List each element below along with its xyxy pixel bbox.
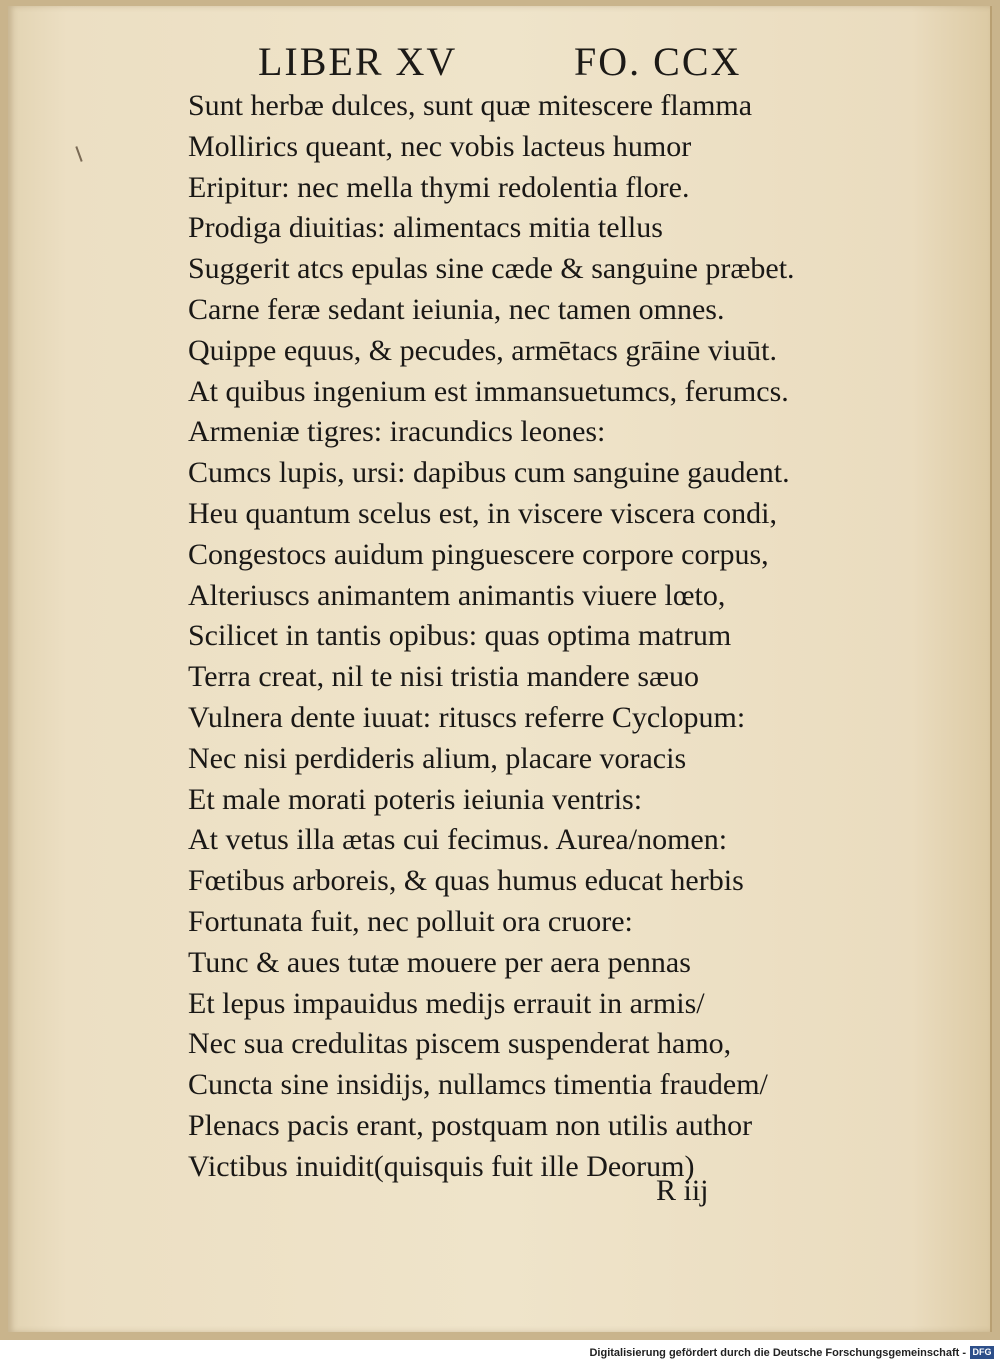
signature-mark: R iij (656, 1174, 709, 1207)
verse-line: Alteriuscs animantem animantis viuere lœto, (188, 578, 726, 612)
verse-line: Armeniæ tigres: iracundics leones: (188, 415, 606, 449)
folio-number: FO. CCX (574, 39, 742, 84)
verse-line: At quibus ingenium est immansuetumcs, ferumcs. (188, 374, 789, 408)
verse-line: Tunc & aues tutæ mouere per aera pennas (188, 945, 691, 979)
verse-line: Scilicet in tantis opibus: quas optima matrum (188, 619, 732, 653)
verse-line: Et lepus impauidus medijs errauit in armis/ (188, 986, 705, 1020)
verse-line: Congestocs auidum pinguescere corpore corpus, (188, 537, 769, 571)
verse-line: Mollirics queant, nec vobis lacteus humor (188, 129, 692, 163)
verse-line: Nec sua credulitas piscem suspenderat hamo, (188, 1027, 732, 1061)
verse-line: Sunt herbæ dulces, sunt quæ mitescere flamma (188, 89, 753, 122)
verse-line: Quippe equus, & pecudes, armētacs grāine viuūt. (188, 333, 777, 367)
verse-text (188, 86, 828, 1188)
verse-line: Victibus inuidit(quisquis fuit ille Deorum) (188, 1149, 695, 1183)
verse-line: Plenacs pacis erant, postquam non utilis author (188, 1108, 753, 1142)
verse-line: Nec nisi perdideris alium, placare voracis (188, 741, 687, 775)
running-header (250, 38, 750, 88)
verse-line: Heu quantum scelus est, in viscere viscera condi, (188, 496, 777, 530)
verse-line: Suggerit atcs epulas sine cæde & sanguine præbet. (188, 252, 795, 286)
running-header-book: LIBER XV (258, 39, 458, 84)
verse-line: Eripitur: nec mella thymi redolentia flore. (188, 170, 690, 204)
verse-line: Carne feræ sedant ieiunia, nec tamen omnes. (188, 292, 725, 326)
margin-mark (75, 146, 82, 162)
verse-line: Fortunata fuit, nec polluit ora cruore: (188, 904, 633, 938)
verse-line: At vetus illa ætas cui fecimus. Aurea/nomen: (188, 823, 728, 857)
verse-line: Cumcs lupis, ursi: dapibus cum sanguine gaudent. (188, 456, 790, 490)
verse-line: Vulnera dente iuuat: rituscs referre Cyclopum: (188, 700, 746, 734)
verse-line: Et male morati poteris ieiunia ventris: (188, 782, 643, 816)
verse-line: Prodiga diuitias: alimentacs mitia tellus (188, 211, 663, 245)
verse-line: Terra creat, nil te nisi tristia mandere sæuo (188, 660, 700, 694)
dfg-logo: DFG (970, 1346, 994, 1359)
verse-line: Cuncta sine insidijs, nullamcs timentia fraudem/ (188, 1068, 768, 1102)
verse-line: Fœtibus arboreis, & quas humus educat herbis (188, 864, 744, 898)
digitization-footer (0, 1340, 1000, 1366)
funding-credit: Digitalisierung gefördert durch die Deutsche Forschungsgemeinschaft - (589, 1347, 966, 1359)
